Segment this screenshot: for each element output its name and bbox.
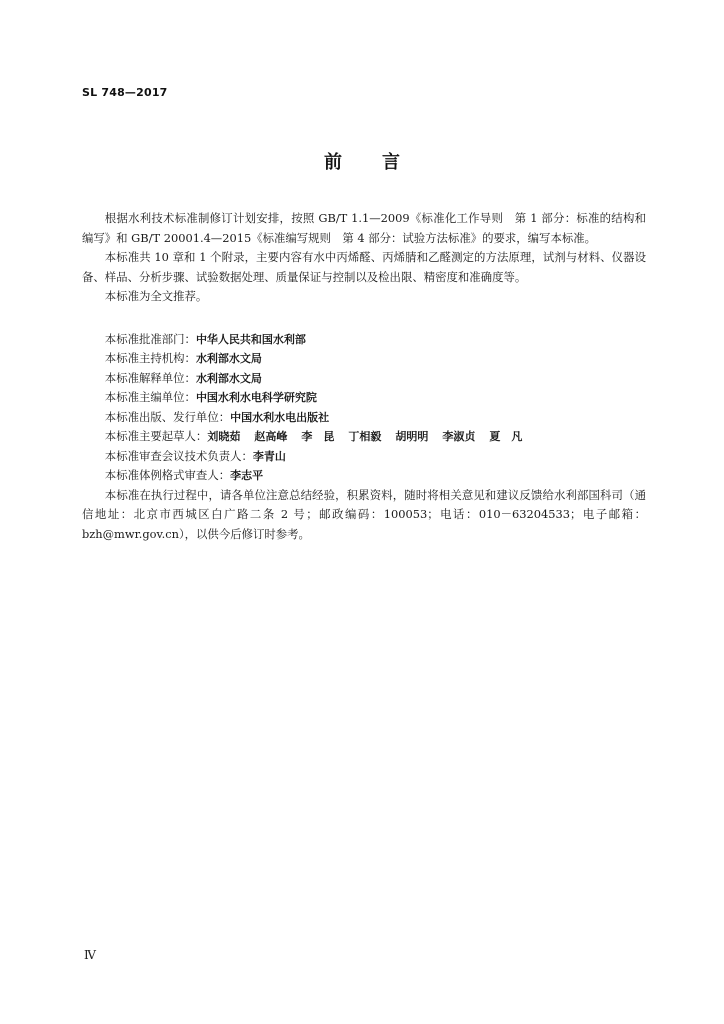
paragraph-feedback: 本标准在执行过程中，请各单位注意总结经验，积累资料，随时将相关意见和建议反馈给水利部国科司（通信地址：北京市西城区白广路二条 2 号；邮政编码：100053；电话：010－63204533；电子邮箱：bzh@mwr.gov.cn），以供今后修订时参考。 bbox=[82, 487, 646, 541]
info-interpret bbox=[82, 369, 646, 389]
info-value: 李青山 bbox=[252, 449, 286, 463]
info-label: 本标准出版、发行单位： bbox=[104, 409, 231, 424]
drafter-name: 刘晓茹 bbox=[207, 430, 241, 443]
info-label: 本标准主编单位： bbox=[104, 390, 196, 404]
info-value: 水利部水文局 bbox=[195, 352, 262, 365]
info-label: 本标准解释单位： bbox=[104, 370, 196, 385]
drafter-name: 赵高峰 bbox=[254, 430, 288, 443]
drafter-name: 丁相毅 bbox=[348, 430, 382, 443]
info-publisher bbox=[82, 408, 646, 428]
paragraph-recommendation: 本标准为全文推荐。 bbox=[104, 289, 208, 303]
info-label: 本标准审查会议技术负责人： bbox=[104, 448, 253, 463]
info-value: 李志平 bbox=[230, 469, 264, 482]
info-label: 本标准体例格式审查人： bbox=[104, 468, 231, 482]
standard-code: SL 748—2017 bbox=[82, 86, 168, 99]
info-review bbox=[82, 447, 646, 467]
foreword-body bbox=[82, 209, 646, 544]
info-value: 中华人民共和国水利部 bbox=[195, 332, 306, 346]
paragraph-content: 本标准共 10 章和 1 个附录，主要内容有水中丙烯醛、丙烯腈和乙醛测定的方法原理，试剂与材料、仪器设备、样品、分析步骤、试验数据处理、质量保证与控制以及检出限、精密度和准确度等。 bbox=[82, 250, 646, 284]
paragraph-basis: 根据水利技术标准制修订计划安排，按照 GB/T 1.1—2009《标准化工作导则 第 1 部分：标准的结构和编写》和 GB/T 20001.4—2015《标准编写规则 第 4 部分：试验方法标准》的要求，编写本标准。 bbox=[82, 211, 646, 245]
info-value: 中国水利水电出版社 bbox=[230, 410, 330, 424]
info-label: 本标准主持机构： bbox=[104, 351, 196, 365]
page-number: Ⅳ bbox=[84, 948, 96, 962]
info-value: 水利部水文局 bbox=[195, 371, 262, 385]
drafter-name: 夏 凡 bbox=[489, 430, 523, 443]
info-drafters bbox=[82, 427, 646, 447]
drafter-name: 胡明明 bbox=[395, 430, 429, 443]
info-label: 本标准主要起草人： bbox=[104, 429, 208, 443]
section-spacer bbox=[82, 307, 646, 330]
info-editor bbox=[82, 388, 646, 408]
drafter-name: 李淑贞 bbox=[442, 430, 476, 443]
info-host bbox=[82, 349, 646, 369]
info-approval bbox=[82, 330, 646, 350]
info-label: 本标准批准部门： bbox=[104, 331, 196, 346]
page-title: 前言 bbox=[324, 152, 440, 173]
drafter-name: 李 昆 bbox=[301, 430, 335, 443]
info-format bbox=[82, 466, 646, 486]
info-value: 中国水利水电科学研究院 bbox=[195, 391, 317, 404]
